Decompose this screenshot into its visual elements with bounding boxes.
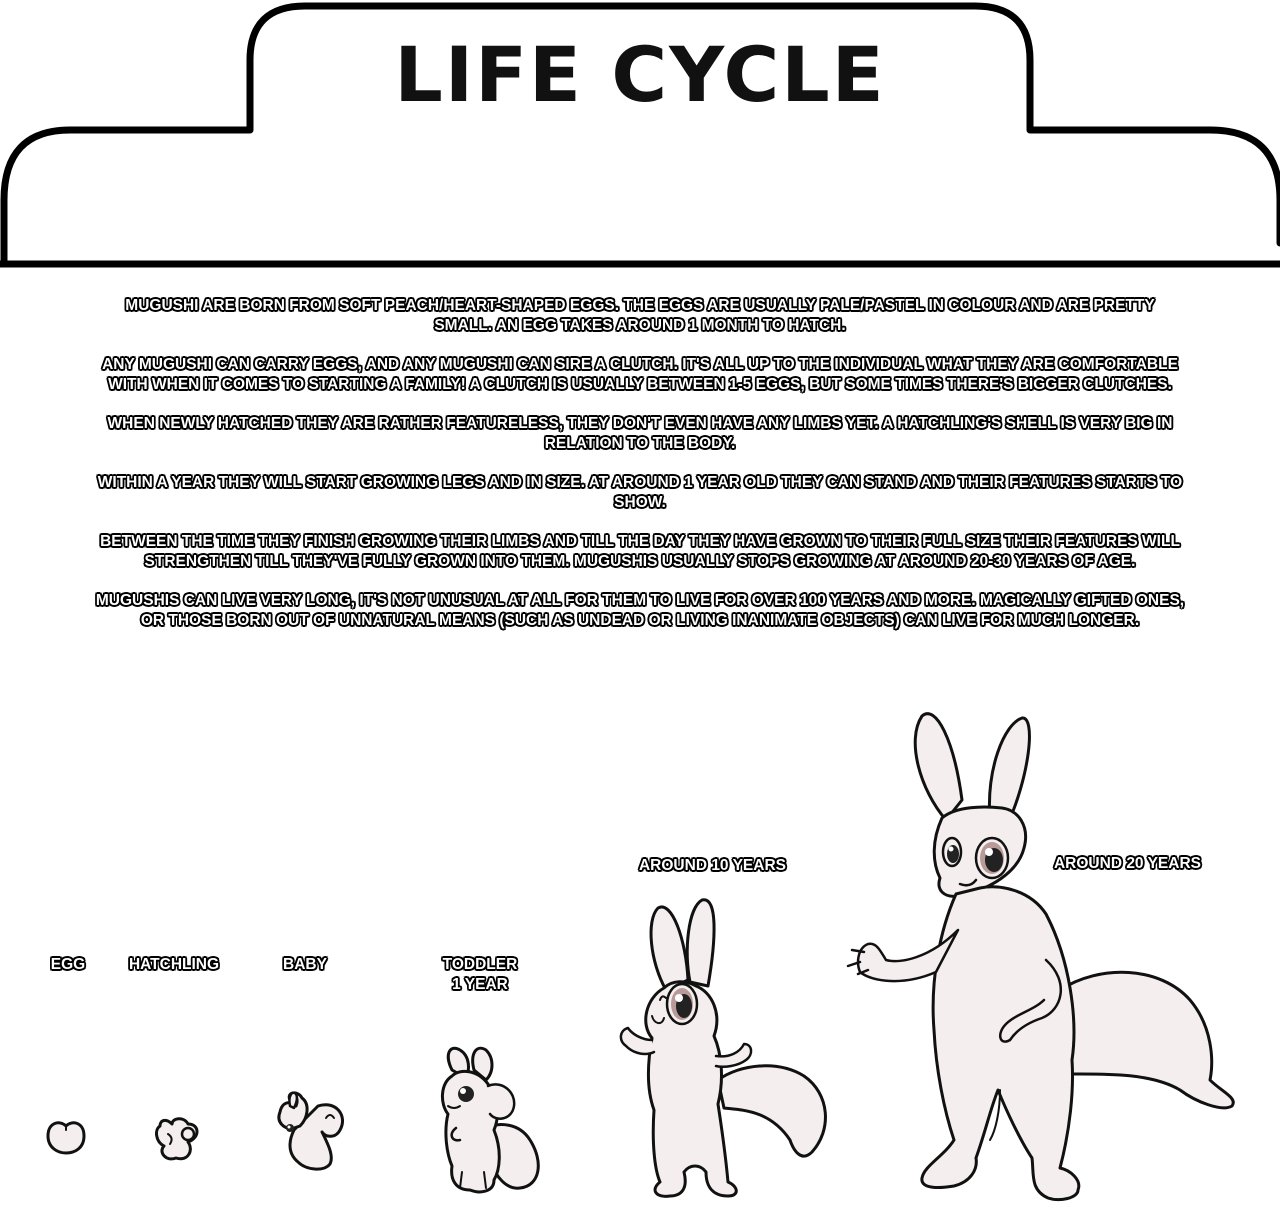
egg-illustration xyxy=(48,1123,84,1153)
label-baby-text: BABY xyxy=(283,956,327,973)
paragraph-growth: BETWEEN THE TIME THEY FINISH GROWING THEIR LIMBS AND TILL THE DAY THEY HAVE GROWN TO THEIR FULL SIZE THEIR FEATURES WILL STRENGTHEN TILL THEY'VE FULLY GROWN INTO THEM. MUGUSHIS USUALLY STOPS GROWING AT AROUND 20-30 YEARS OF AGE. xyxy=(100,533,1180,570)
baby-illustration xyxy=(279,1093,343,1169)
label-toddler-line1: TODDLER xyxy=(442,956,518,973)
paragraph-clutch: ANY MUGUSHI CAN CARRY EGGS, AND ANY MUGUSHI CAN SIRE A CLUTCH. IT'S ALL UP TO THE INDIVIDUAL WHAT THEY ARE COMFORTABLE WITH WHEN IT COMES TO STARTING A FAMILY! A CLUTCH IS USUALLY BETWEEN 1-5 EGGS, BUT SOME TIMES THERE'S BIGGER CLUTCHES. xyxy=(102,356,1178,393)
label-twenty-years-text: AROUND 20 YEARS xyxy=(1053,855,1201,872)
label-toddler-line2: 1 YEAR xyxy=(452,976,508,993)
paragraph-lifespan: MUGUSHIS CAN LIVE VERY LONG, IT'S NOT UNUSUAL AT ALL FOR THEM TO LIVE FOR OVER 100 YEARS AND MORE. MAGICALLY GIFTED ONES, OR THOSE BORN OUT OF UNNATURAL MEANS (SUCH AS UNDEAD OR LIVING INANIMATE OBJECTS) CAN LIVE FOR MUCH LONGER. xyxy=(95,592,1185,629)
label-egg-text: EGG xyxy=(50,956,86,973)
paragraph-first-year: WITHIN A YEAR THEY WILL START GROWING LEGS AND IN SIZE. AT AROUND 1 YEAR OLD THEY CAN STAND AND THEIR FEATURES STARTS TO SHOW. xyxy=(97,474,1183,511)
label-ten-years-text: AROUND 10 YEARS xyxy=(638,857,786,874)
label-hatchling-text: HATCHLING xyxy=(128,956,220,973)
twenty-years-illustration xyxy=(848,714,1233,1200)
paragraph-eggs: MUGUSHI ARE BORN FROM SOFT PEACH/HEART-SHAPED EGGS. THE EGGS ARE USUALLY PALE/PASTEL IN COLOUR AND ARE PRETTY SMALL. AN EGG TAKES AROUND 1 MONTH TO HATCH. xyxy=(125,297,1155,334)
paragraph-hatchling: WHEN NEWLY HATCHED THEY ARE RATHER FEATURELESS, THEY DON'T EVEN HAVE ANY LIMBS YET. A HATCHLING'S SHELL IS VERY BIG IN RELATION TO THE BODY. xyxy=(107,415,1173,452)
toddler-illustration xyxy=(442,1048,538,1192)
hatchling-illustration xyxy=(157,1119,197,1159)
ten-years-illustration xyxy=(621,900,826,1197)
page-title: LIFE CYCLE xyxy=(394,30,886,119)
